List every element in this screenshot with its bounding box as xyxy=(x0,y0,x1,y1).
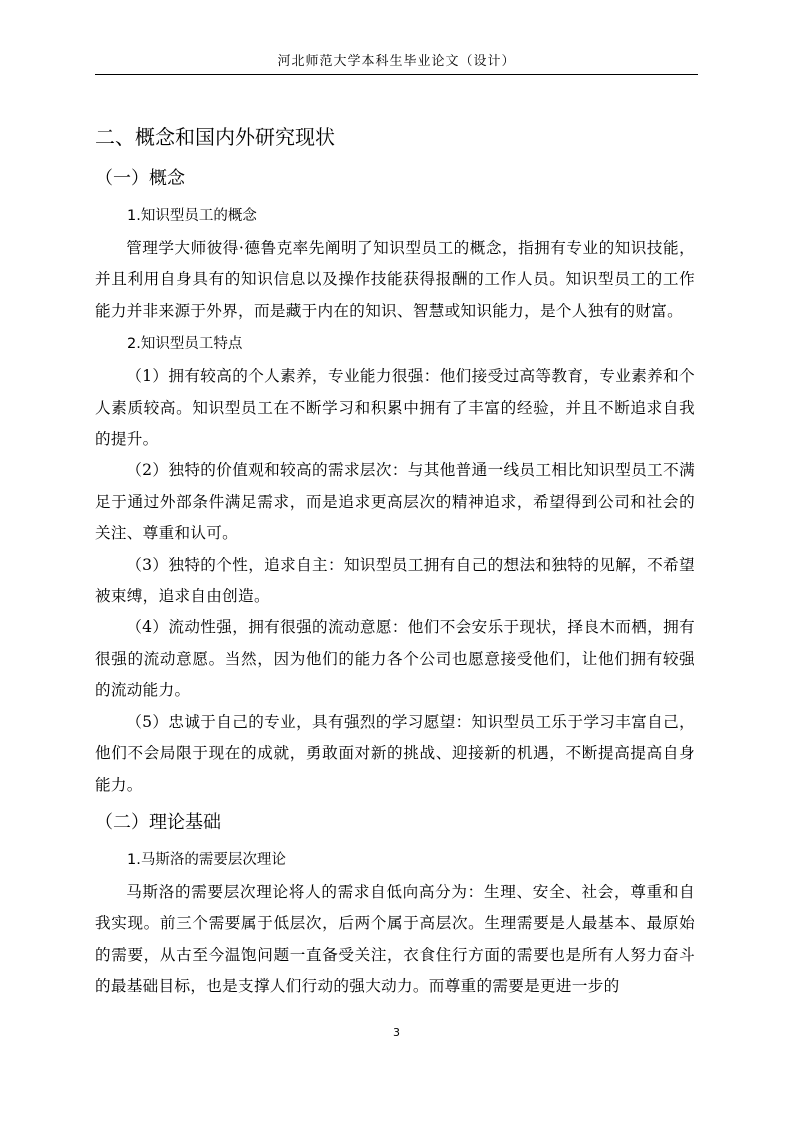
section-title: 二、概念和国内外研究现状 xyxy=(95,125,335,149)
page-header: 河北师范大学本科生毕业论文（设计） xyxy=(277,54,516,69)
paragraph-trait-5: （5）忠诚于自己的专业，具有强烈的学习愿望：知识型员工乐于学习丰富自己，他们不会局限于现在的成就，勇敢面对新的挑战、迎接新的机遇，不断提高提高自身能力。 xyxy=(95,712,695,794)
subsection-title-concept: （一）概念 xyxy=(95,168,185,189)
paragraph-trait-4: （4）流动性强，拥有很强的流动意愿：他们不会安乐于现状，择良木而栖，拥有很强的流动意愿。当然，因为他们的能力各个公司也愿意接受他们，让他们拥有较强的流动能力。 xyxy=(95,618,695,700)
subsection-title-theory: （二）理论基础 xyxy=(95,811,221,833)
item-title-maslow: 1.马斯洛的需要层次理论 xyxy=(127,851,286,868)
item-title-knowledge-worker-concept: 1.知识型员工的概念 xyxy=(127,208,257,224)
paragraph-maslow: 马斯洛的需要层次理论将人的需求自低向高分为：生理、安全、社会，尊重和自我实现。前三个需要属于低层次，后两个属于高层次。生理需要是人最基本、最原始的需要，从古至今温饱问题一直备受关注，衣食住行方面的需要也是所有人努力奋斗的最基础目标，也是支撑人们行动的强大动力。而尊重的需要是更进一步的 xyxy=(95,882,695,996)
paragraph-knowledge-worker-concept: 管理学大师彼得·德鲁克率先阐明了知识型员工的概念，指拥有专业的知识技能，并且利用自身具有的知识信息以及操作技能获得报酬的工作人员。知识型员工的工作能力并非来源于外界，而是藏于内在的知识、智慧或知识能力，是个人独有的财富。 xyxy=(95,239,695,320)
item-title-knowledge-worker-traits: 2.知识型员工特点 xyxy=(127,336,243,353)
paragraph-trait-3: （3）独特的个性，追求自主：知识型员工拥有自己的想法和独特的见解，不希望被束缚，追求自由创造。 xyxy=(95,555,695,606)
paragraph-trait-2: （2）独特的价值观和较高的需求层次：与其他普通一线员工相比知识型员工不满足于通过外部条件满足需求，而是追求更高层次的精神追求，希望得到公司和社会的关注、尊重和认可。 xyxy=(95,461,695,543)
page-content xyxy=(95,105,695,1003)
header-rule xyxy=(95,74,698,75)
page-number: 3 xyxy=(393,1026,400,1039)
paragraph-trait-1: （1）拥有较高的个人素养，专业能力很强：他们接受过高等教育，专业素养和个人素质较高。知识型员工在不断学习和积累中拥有了丰富的经验，并且不断追求自我的提升。 xyxy=(95,367,695,449)
